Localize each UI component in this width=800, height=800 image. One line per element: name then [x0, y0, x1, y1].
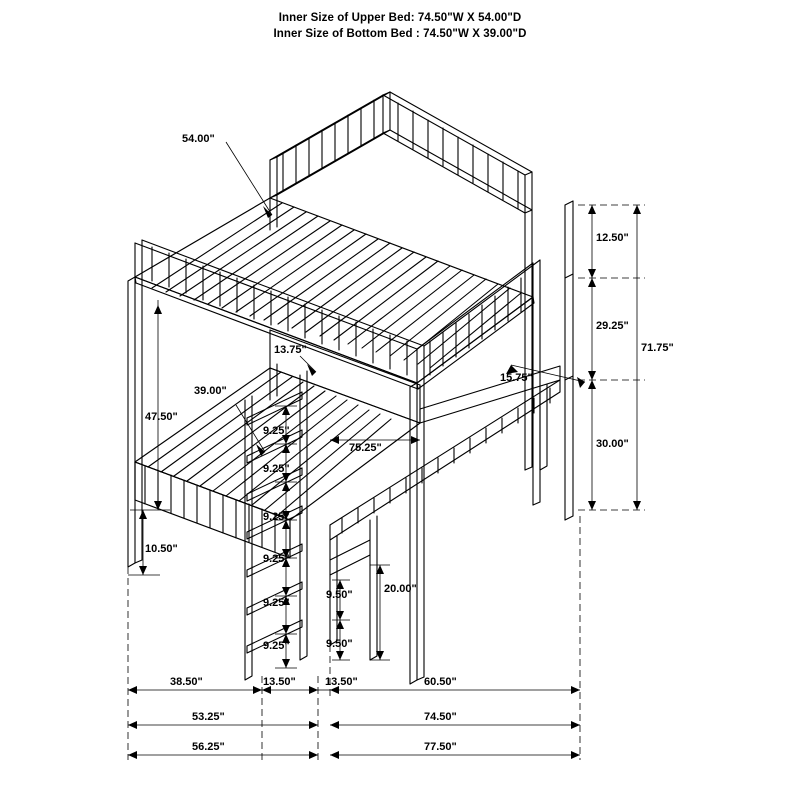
dim-ladder-step-6: 9.25" [263, 640, 290, 652]
dim-ladder-step-2: 9.25" [263, 463, 290, 475]
dim-ladder-offset: 13.75" [274, 344, 307, 356]
dim-overall-left: 56.25" [192, 741, 225, 753]
dim-total-height: 71.75" [641, 342, 674, 354]
dim-lower-section-height: 30.00" [596, 438, 629, 450]
dim-span-left-mid: 53.25" [192, 711, 225, 723]
dim-base-width-mid-left: 13.50" [263, 676, 296, 688]
dim-upper-bed-depth: 54.00" [182, 133, 215, 145]
dim-span-right: 74.50" [424, 711, 457, 723]
dim-overall-right: 77.50" [424, 741, 457, 753]
dim-base-width-left: 38.50" [170, 676, 203, 688]
dim-ladder-step-5: 9.25" [263, 597, 290, 609]
dim-upper-deck-height: 47.50" [145, 411, 178, 423]
header-line-1: Inner Size of Upper Bed: 74.50"W X 54.00"D [278, 12, 522, 24]
dim-lower-bed-depth: 39.00" [194, 385, 227, 397]
dim-bed-length: 75.25" [349, 442, 382, 454]
dim-upper-guard-depth: 15.75" [500, 372, 533, 384]
dim-ladder-step-4: 9.25" [263, 553, 290, 565]
dim-base-width-right: 60.50" [424, 676, 457, 688]
dim-base-width-mid-right: 13.50" [325, 676, 358, 688]
dim-upper-clearance: 29.25" [596, 320, 629, 332]
dim-desk-sub-2: 9.50" [326, 638, 353, 650]
dim-desk-height: 20.00" [384, 583, 417, 595]
dim-top-rail-height: 12.50" [596, 232, 629, 244]
dim-desk-sub-1: 9.50" [326, 589, 353, 601]
dim-lower-deck-height: 10.50" [145, 543, 178, 555]
dim-ladder-step-1: 9.25" [263, 425, 290, 437]
header-line-2: Inner Size of Bottom Bed : 74.50"W X 39.00"D [273, 28, 527, 40]
dim-ladder-step-3: 9.25" [263, 511, 290, 523]
